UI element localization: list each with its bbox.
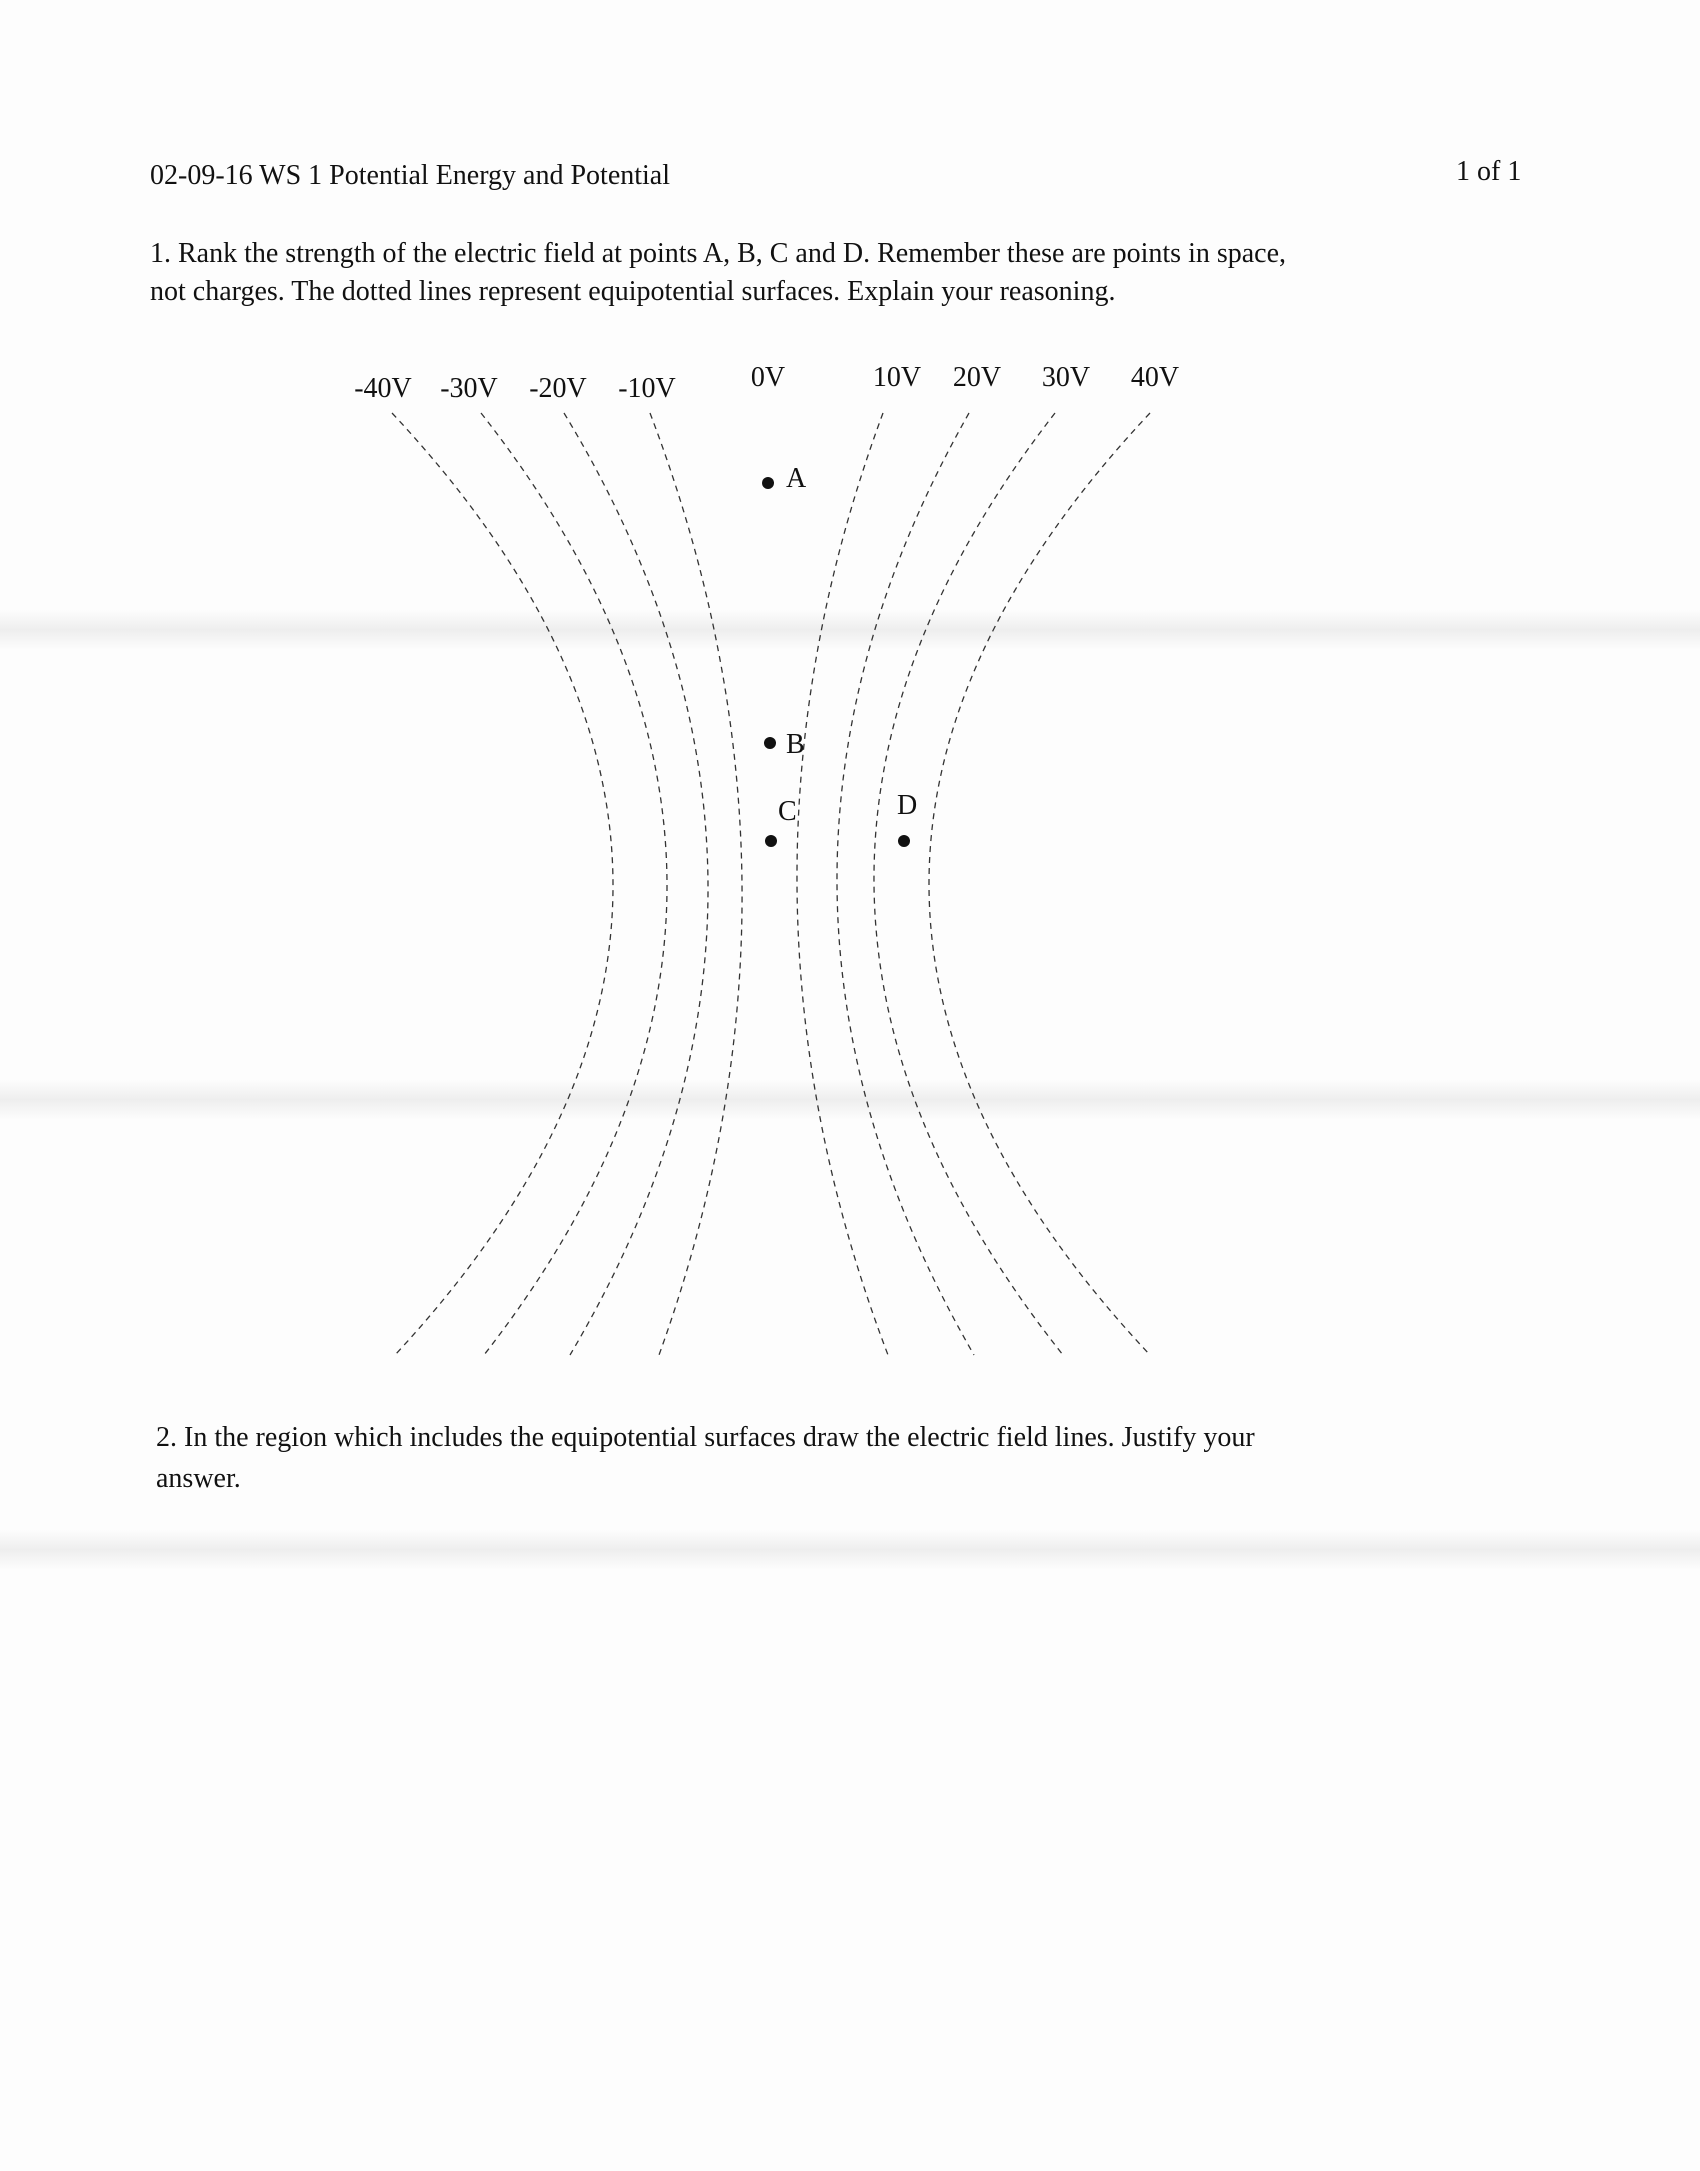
point-a-dot <box>762 477 774 489</box>
equipotential-line <box>837 413 974 1355</box>
point-b-dot <box>764 737 776 749</box>
point-label: B <box>786 729 805 760</box>
equipotential-line <box>797 413 888 1355</box>
point-c-dot <box>765 835 777 847</box>
equipotential-line <box>392 413 613 1355</box>
equipotential-label: 10V <box>872 362 922 393</box>
equipotential-line <box>874 413 1063 1355</box>
question-2-line-2: answer. <box>156 1463 241 1494</box>
equipotential-label: -10V <box>618 373 676 404</box>
equipotential-line <box>650 413 742 1355</box>
equipotential-label: -20V <box>529 373 587 404</box>
worksheet-title: 02-09-16 WS 1 Potential Energy and Potential <box>150 160 671 191</box>
label-0V: 0V <box>750 362 786 393</box>
point-d-dot <box>898 835 910 847</box>
equipotential-label: -40V <box>354 373 412 404</box>
equipotential-label: 20V <box>952 362 1002 393</box>
question-1-line-2: not charges. The dotted lines represent equipotential surfaces. Explain your reasoning. <box>150 276 1116 307</box>
page-number: 1 of 1 <box>1456 156 1522 187</box>
equipotential-line <box>564 413 708 1355</box>
point-label: C <box>778 796 797 827</box>
equipotential-line <box>481 413 667 1355</box>
equipotential-label: -30V <box>440 373 498 404</box>
point-label: A <box>786 463 807 494</box>
equipotential-label: 40V <box>1130 362 1180 393</box>
question-2-line-1: 2. In the region which includes the equipotential surfaces draw the electric field lines. Justify your <box>156 1422 1255 1453</box>
question-1-line-1: 1. Rank the strength of the electric field at points A, B, C and D. Remember these are points in space, <box>150 238 1287 269</box>
point-label: D <box>897 790 918 821</box>
equipotential-label: 30V <box>1041 362 1091 393</box>
